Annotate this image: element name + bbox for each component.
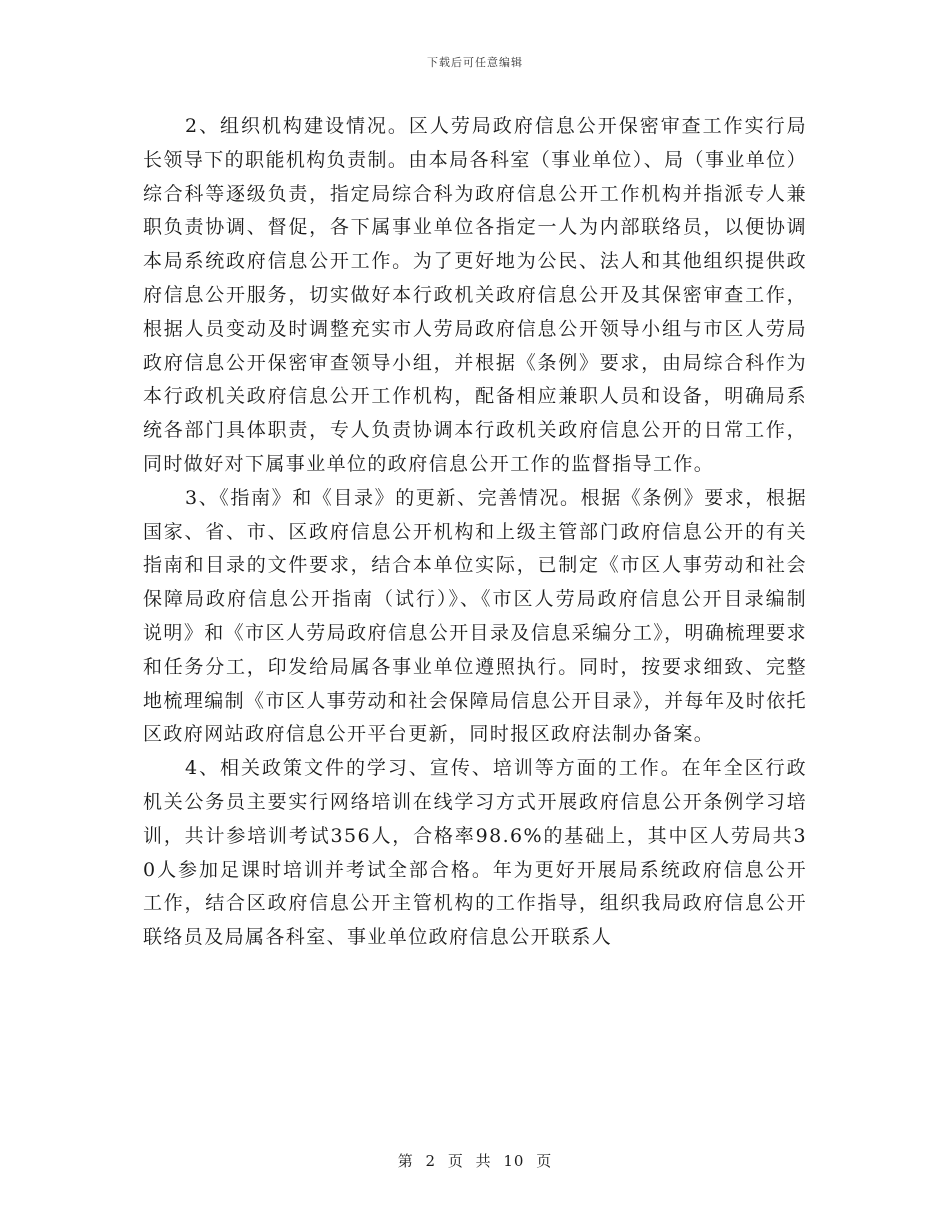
paragraph-organization: 2、组织机构建设情况。区人劳局政府信息公开保密审查工作实行局长领导下的职能机构负责制。由本局各科室（事业单位）、局（事业单位）综合科等逐级负责，指定局综合科为政府信息公开工作机构并指派专人兼职负责协调、督促，各下属事业单位各指定一人为内部联络员，以便协调本局系统政府信息公开工作。为了更好地为公民、法人和其他组织提供政府信息公开服务，切实做好本行政机关政府信息公开及其保密审查工作，根据人员变动及时调整充实市人劳局政府信息公开领导小组与市区人劳局政府信息公开保密审查领导小组，并根据《条例》要求，由局综合科作为本行政机关政府信息公开工作机构，配备相应兼职人员和设备，明确局系统各部门具体职责，专人负责协调本行政机关政府信息公开的日常工作，同时做好对下属事业单位的政府信息公开工作的监督指导工作。	[143, 115, 807, 475]
paragraph-training: 4、相关政策文件的学习、宣传、培训等方面的工作。在年全区行政机关公务员主要实行网络培训在线学习方式开展政府信息公开条例学习培训，共计参培训考试356人，合格率98.6%的基础上，其中区人劳局共30人参加足课时培训并考试全部合格。年为更好开展局系统政府信息公开工作，结合区政府信息公开主管机构的工作指导，组织我局政府信息公开联络员及局属各科室、事业单位政府信息公开联系人	[143, 757, 807, 949]
page-header: 下载后可任意编辑	[427, 56, 523, 69]
document-body	[143, 110, 807, 955]
page-number-footer: 第 2 页 共 10 页	[397, 1152, 553, 1170]
paragraph-guide-catalog: 3、《指南》和《目录》的更新、完善情况。根据《条例》要求，根据国家、省、市、区政府信息公开机构和上级主管部门政府信息公开的有关指南和目录的文件要求，结合本单位实际，已制定《市区人事劳动和社会保障局政府信息公开指南（试行）》、《市区人劳局政府信息公开目录编制说明》和《市区人劳局政府信息公开目录及信息采编分工》，明确梳理要求和任务分工，印发给局属各事业单位遵照执行。同时，按要求细致、完整地梳理编制《市区人事劳动和社会保障局信息公开目录》，并每年及时依托区政府网站政府信息公开平台更新，同时报区政府法制办备案。	[143, 486, 807, 746]
